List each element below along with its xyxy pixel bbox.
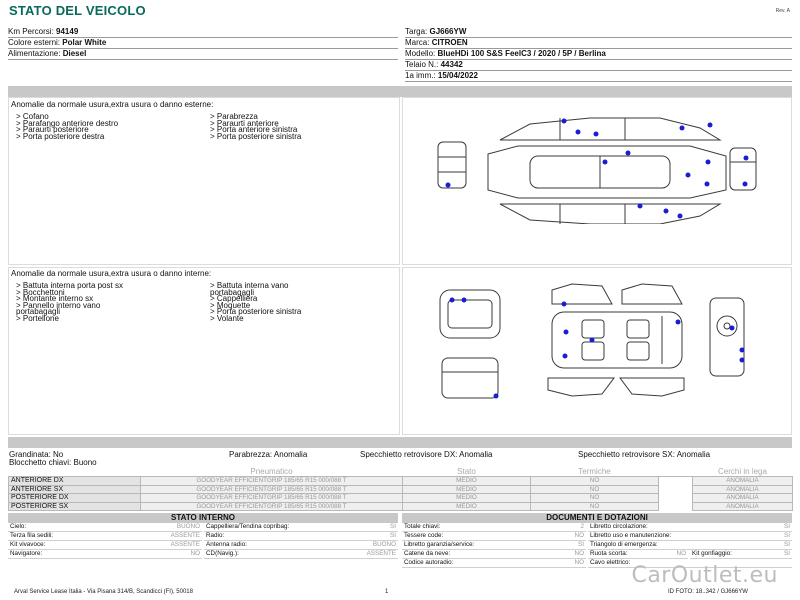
- list-item: > Montante interno sx: [16, 294, 94, 304]
- tyre-winter: NO: [531, 485, 659, 494]
- cell-key: Radio:: [206, 532, 225, 539]
- interior-cell: [8, 550, 202, 559]
- car-side-top: [500, 118, 720, 140]
- internal-anomalies-title: Anomalie da normale usura,extra usura o danno interne:: [11, 269, 212, 278]
- plate-value: GJ666YW: [429, 27, 467, 36]
- cell-value: 2: [580, 523, 584, 530]
- cell-key: Kit gonfiaggio:: [692, 550, 732, 557]
- cell-key: Triangolo di emergenza:: [590, 541, 658, 548]
- rim-state: ANOMALIA: [693, 477, 793, 486]
- damage-dot: [676, 320, 681, 325]
- documents-cell: [588, 532, 792, 541]
- list-item: portabagagli: [16, 307, 61, 317]
- cell-key: Terza fila sedili:: [10, 532, 54, 539]
- cell-key: Cavo elettrico:: [590, 559, 631, 566]
- plate-label: Targa:: [405, 27, 428, 36]
- cell-value: ASSENTE: [366, 550, 396, 557]
- dashboard-view: [710, 298, 744, 376]
- interior-cell: [204, 523, 398, 532]
- list-item: > Pannello interno vano: [16, 300, 101, 310]
- cell-key: Catene da neve:: [404, 550, 451, 557]
- damage-dot: [576, 130, 581, 135]
- cell-value: SI: [784, 550, 790, 557]
- cell-value: NO: [574, 532, 584, 539]
- tyres-table: [8, 467, 793, 511]
- col-header: Cerchi in lega: [693, 467, 793, 477]
- cell-key: Libretto uso e manutenzione:: [590, 532, 672, 539]
- list-item: > Porta posteriore sinistra: [210, 131, 302, 141]
- documents-cell: [402, 550, 586, 559]
- list-item: portabagagli: [210, 287, 255, 297]
- car-front-view: [438, 142, 466, 188]
- registration-label: 1a imm.:: [405, 71, 436, 80]
- trunk-view: [440, 290, 500, 338]
- footer-page-number: 1: [385, 589, 389, 595]
- tyre-state: MEDIO: [403, 477, 531, 486]
- keys-status: Blocchetto chiavi: Buono: [9, 458, 97, 467]
- cell-value: BUONO: [372, 541, 396, 548]
- exterior-car-diagram: [430, 112, 762, 224]
- cell-key: Totale chiavi:: [404, 523, 441, 530]
- cell-value: SI: [784, 541, 790, 548]
- damage-dot: [743, 182, 748, 187]
- fuel-label: Alimentazione:: [8, 49, 61, 58]
- table-row: [9, 494, 793, 503]
- tyre-position: POSTERIORE DX: [9, 494, 141, 503]
- car-side-bottom: [500, 204, 720, 224]
- damage-dot: [744, 156, 749, 161]
- damage-dot: [450, 298, 455, 303]
- documents-cell: [690, 550, 792, 559]
- cell-value: SI: [784, 523, 790, 530]
- revision-label: Rev. A: [775, 8, 790, 14]
- km-label: Km Percorsi:: [8, 27, 54, 36]
- interior-car-diagram: [432, 282, 762, 400]
- spacer-cell: [659, 494, 693, 503]
- tyre-winter: NO: [531, 502, 659, 511]
- list-item: > Battuta interna vano: [210, 281, 289, 290]
- rim-state: ANOMALIA: [693, 502, 793, 511]
- table-row: [9, 477, 793, 486]
- col-header: [659, 467, 693, 477]
- documents-cell: [588, 550, 688, 559]
- documents-cell: [588, 523, 792, 532]
- brand-value: CITROEN: [431, 38, 468, 47]
- list-item: > Parafango anteriore destro: [16, 118, 119, 128]
- cell-key: Ruota scorta:: [590, 550, 628, 557]
- cell-value: NO: [190, 550, 200, 557]
- cell-key: Navigatore:: [10, 550, 43, 557]
- model-value: BlueHDi 100 S&S FeelC3 / 2020 / 5P / Berlina: [437, 49, 606, 58]
- windshield-status: Parabrezza: Anomalia: [229, 450, 308, 459]
- footer-reference: ID FOTO: 18..342 / GJ666YW: [668, 589, 748, 595]
- cell-value: SI: [390, 532, 396, 539]
- damage-dot: [563, 354, 568, 359]
- damage-dot: [708, 123, 713, 128]
- tyre-position: POSTERIORE SX: [9, 502, 141, 511]
- interior-cell: [204, 532, 398, 541]
- damage-dot: [590, 338, 595, 343]
- damage-dot: [705, 182, 710, 187]
- tyre-model: GOODYEAR EFFICIENTGRIP 185/65 R15 000/088 T: [141, 494, 403, 503]
- tyre-state: MEDIO: [403, 502, 531, 511]
- spacer-cell: [659, 485, 693, 494]
- tyre-winter: NO: [531, 477, 659, 486]
- cell-value: NO: [676, 550, 686, 557]
- list-item: > Cappelliera: [210, 294, 258, 304]
- list-item: > Porta posteriore destra: [16, 131, 105, 141]
- cell-key: Antenna radio:: [206, 541, 247, 548]
- registration-row: [405, 70, 792, 82]
- damage-dot: [594, 132, 599, 137]
- rim-state: ANOMALIA: [693, 494, 793, 503]
- table-row: [9, 502, 793, 511]
- cell-value: ASSENTE: [170, 541, 200, 548]
- damage-dot: [706, 160, 711, 165]
- tyre-winter: NO: [531, 494, 659, 503]
- interior-cell: [8, 541, 202, 550]
- damage-dot: [626, 151, 631, 156]
- cell-key: Tessere code:: [404, 532, 444, 539]
- cell-key: Cielo:: [10, 523, 27, 530]
- internal-list-col2: [210, 283, 301, 323]
- table-header-row: [9, 467, 793, 477]
- cell-key: Libretto garanzia/service:: [404, 541, 475, 548]
- cell-key: Cappelliera/Tendina copribag:: [206, 523, 290, 530]
- cell-value: ASSENTE: [170, 532, 200, 539]
- mirror-dx-status: Specchietto retrovisore DX: Anomalia: [360, 450, 493, 459]
- left-doors-bottom: [548, 378, 614, 396]
- documents-cell: [402, 523, 586, 532]
- rear-door-view: [442, 358, 498, 398]
- brand-label: Marca:: [405, 38, 430, 47]
- list-item: > Battuta interna porta post sx: [16, 281, 123, 290]
- section-divider-middle: [8, 437, 792, 448]
- interior-state-title: STATO INTERNO: [8, 513, 398, 523]
- damage-dot: [564, 330, 569, 335]
- interior-cell: [204, 541, 398, 550]
- list-item: > Paraurti posteriore: [16, 125, 89, 135]
- registration-value: 15/04/2022: [437, 71, 478, 80]
- cell-value: SI: [784, 532, 790, 539]
- footer-company: Arval Service Lease Italia - Via Pisana 314/B, Scandicci (FI), 50018: [14, 589, 193, 595]
- list-item: > Volante: [210, 313, 244, 323]
- col-header: Termiche: [531, 467, 659, 477]
- damage-dot: [562, 119, 567, 124]
- interior-cell: [204, 550, 398, 559]
- tyre-model: GOODYEAR EFFICIENTGRIP 185/65 R15 000/088 T: [141, 477, 403, 486]
- col-header: [9, 467, 141, 477]
- damage-dot: [603, 160, 608, 165]
- rim-state: ANOMALIA: [693, 485, 793, 494]
- cell-key: Libretto circolazione:: [590, 523, 648, 530]
- tyre-model: GOODYEAR EFFICIENTGRIP 185/65 R15 000/088 T: [141, 502, 403, 511]
- external-list-col2: [210, 114, 301, 140]
- spacer-cell: [659, 477, 693, 486]
- list-item: > Parabrezza: [210, 112, 258, 121]
- left-doors-top: [552, 284, 612, 304]
- cell-key: Kit vivavoce:: [10, 541, 46, 548]
- chassis-value: 44342: [440, 60, 463, 69]
- tyre-model: GOODYEAR EFFICIENTGRIP 185/65 R15 000/088 T: [141, 485, 403, 494]
- list-item: > Porta anteriore sinistra: [210, 125, 298, 135]
- cell-key: CD(Navig.):: [206, 550, 239, 557]
- list-item: > Cofano: [16, 112, 49, 121]
- damage-dot: [740, 358, 745, 363]
- color-label: Colore esterni:: [8, 38, 61, 47]
- external-list-col1: [16, 114, 118, 140]
- section-divider-top: [8, 86, 792, 97]
- page-title: STATO DEL VEICOLO: [9, 3, 146, 18]
- damage-dot: [680, 126, 685, 131]
- hail-status: Grandinata: No: [9, 450, 64, 459]
- damage-dot: [462, 298, 467, 303]
- tyre-position: ANTERIORE DX: [9, 477, 141, 486]
- interior-cell: [8, 532, 202, 541]
- list-item: > Moquette: [210, 300, 251, 310]
- car-top-view: [488, 146, 726, 198]
- list-item: > Porta posteriore sinistra: [210, 307, 302, 317]
- chassis-label: Telaio N.:: [405, 60, 439, 69]
- documents-cell: [402, 559, 586, 568]
- damage-dot: [638, 204, 643, 209]
- damage-dot: [730, 326, 735, 331]
- documents-cell: [402, 541, 586, 550]
- documents-cell: [402, 532, 586, 541]
- color-value: Polar White: [62, 38, 107, 47]
- cell-value: SI: [390, 523, 396, 530]
- list-item: > Paraurti anteriore: [210, 118, 279, 128]
- model-label: Modello:: [405, 49, 436, 58]
- list-item: > Bocchettoni: [16, 287, 65, 297]
- damage-dot: [664, 209, 669, 214]
- tyre-position: ANTERIORE SX: [9, 485, 141, 494]
- damage-dot: [686, 173, 691, 178]
- list-item: > Portellone: [16, 313, 59, 323]
- km-value: 94149: [56, 27, 79, 36]
- cell-value: NO: [574, 559, 584, 566]
- fuel-row: [8, 48, 398, 60]
- damage-dot: [678, 214, 683, 219]
- cell-key: Codice autoradio:: [404, 559, 454, 566]
- internal-list-col1: [16, 283, 123, 323]
- tyre-state: MEDIO: [403, 494, 531, 503]
- damage-dot: [446, 183, 451, 188]
- documents-cell: [588, 541, 792, 550]
- cell-value: SI: [578, 541, 584, 548]
- col-header: Pneumatico: [141, 467, 403, 477]
- damage-dot: [494, 394, 499, 399]
- external-anomalies-title: Anomalie da normale usura,extra usura o danno esterne:: [11, 100, 214, 109]
- fuel-value: Diesel: [62, 49, 87, 58]
- damage-dot: [562, 302, 567, 307]
- spacer-cell: [659, 502, 693, 511]
- documents-title: DOCUMENTI E DOTAZIONI: [402, 513, 792, 523]
- table-row: [9, 485, 793, 494]
- damage-dot: [740, 348, 745, 353]
- steering-wheel: [717, 316, 737, 336]
- mirror-sx-status: Specchietto retrovisore SX: Anomalia: [578, 450, 711, 459]
- cell-value: NO: [574, 550, 584, 557]
- col-header: Stato: [403, 467, 531, 477]
- tyre-state: MEDIO: [403, 485, 531, 494]
- interior-cell: [8, 523, 202, 532]
- cell-value: BUONO: [176, 523, 200, 530]
- caroutlet-watermark-logo: CarOutlet.eu: [631, 563, 778, 588]
